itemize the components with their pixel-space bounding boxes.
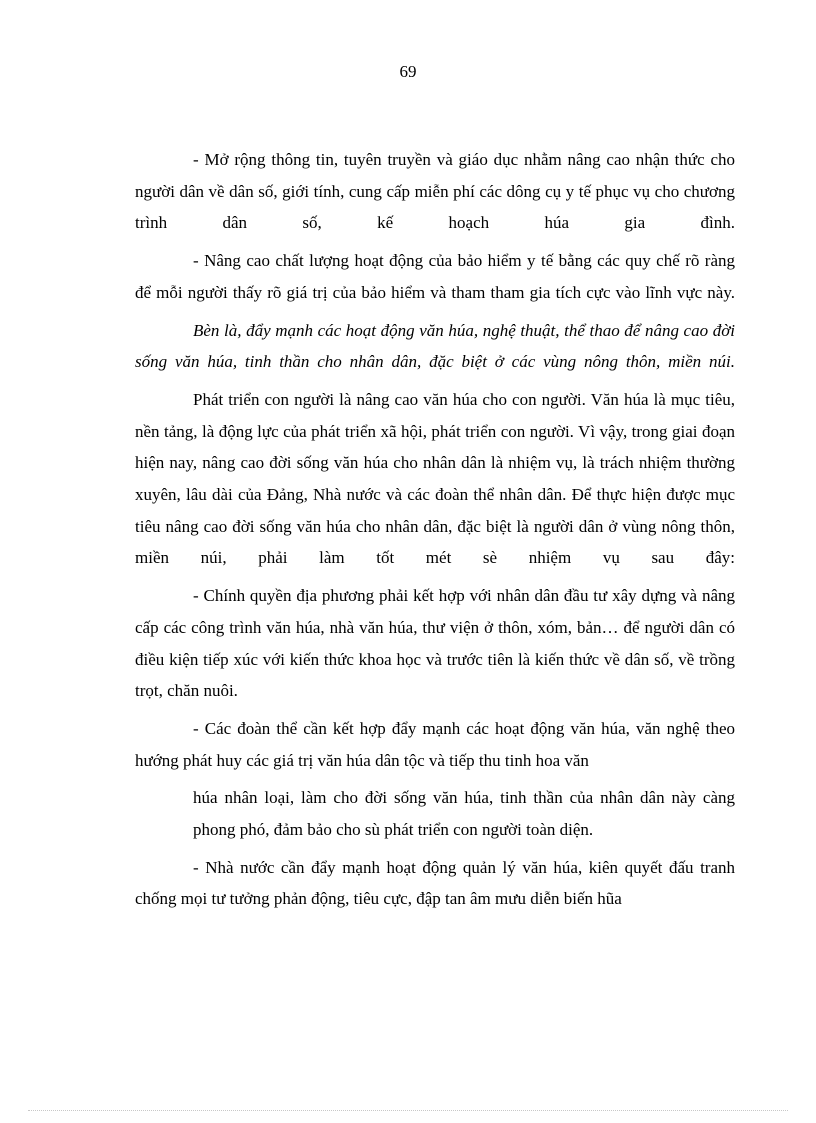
paragraph-culture-heading: Bèn là, đẩy mạnh các hoạt động văn húa, nghệ thuật, thể thao để nâng cao đời sống văn húa, tinh thần cho nhân dân, đặc biệt ở các vùng nông thôn, miền núi. — [135, 320, 735, 372]
page-number: 69 — [399, 62, 417, 81]
paragraph-info-education: - Mở rộng thông tin, tuyên truyền và giáo dục nhằm nâng cao nhận thức cho người dân về dân số, giới tính, cung cấp miễn phí các dông cụ y tế phục vụ cho chương trình dân số, kế hoạch húa gia đình. — [135, 150, 735, 233]
paragraph-local-government: - Chính quyền địa phương phải kết hợp với nhân dân đầu tư xây dựng và nâng cấp các công trình văn húa, nhà văn húa, thư viện ở thôn, xóm, bản… để người dân có điều kiện tiếp xúc với kiến thức khoa học và trước tiên là kiến thức về dân số, về trồng trọt, chăn nuôi. — [135, 586, 735, 701]
paragraph-human-development: Phát triển con người là nâng cao văn húa cho con người. Văn húa là mục tiêu, nền tảng, là động lực của phát triển xã hội, phát triển con người. Vì vậy, trong giai đoạn hiện nay, nâng cao đời sống văn húa cho nhân dân là nhiệm vụ, là trách nhiệm thường xuyên, lâu dài của Đảng, Nhà nước và các đoàn thể nhân dân. Để thực hiện được mục tiêu nâng cao đời sống văn húa cho nhân dân, đặc biệt là người dân ở vùng nông thôn, miền núi, phải làm tốt mét sè nhiệm vụ sau đây: — [135, 389, 735, 568]
page-bottom-divider — [28, 1110, 788, 1111]
paragraph-health-insurance: - Nâng cao chất lượng hoạt động của bảo hiểm y tế bằng các quy chế rõ ràng để mỗi người thấy rõ giá trị của bảo hiểm và tham tham gia tích cực vào lĩnh vực này. — [135, 251, 735, 302]
body-text — [135, 144, 735, 915]
paragraph-state-management: - Nhà nước cần đẩy mạnh hoạt động quản lý văn húa, kiên quyết đấu tranh chống mọi tư tưởng phản động, tiêu cực, đập tan âm mưu diễn biến hũa — [135, 857, 735, 909]
paragraph-organizations: - Các đoàn thể cần kết hợp đẩy mạnh các hoạt động văn húa, văn nghệ theo hướng phát huy các giá trị văn húa dân tộc và tiếp thu tinh hoa văn — [135, 718, 735, 770]
paragraph-organizations-continued: húa nhân loại, làm cho đời sống văn húa, tinh thần của nhân dân này càng phong phó, đảm bảo cho sù phát triển con người toàn diện. — [193, 788, 735, 840]
